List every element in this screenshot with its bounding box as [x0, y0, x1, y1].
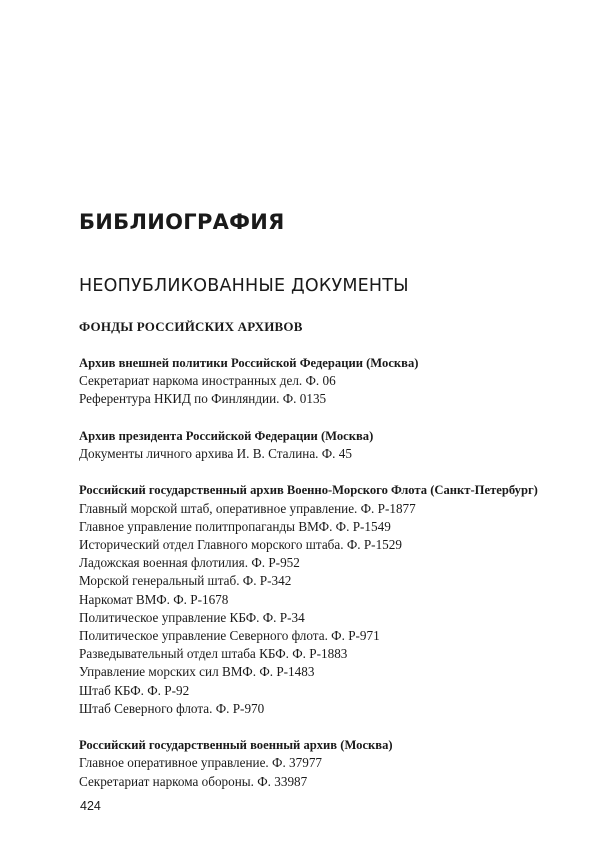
fond-item: Референтура НКИД по Финляндии. Ф. 0135	[79, 391, 327, 407]
section-heading: ФОНДЫ РОССИЙСКИХ АРХИВОВ	[79, 319, 303, 334]
page-title: БИБЛИОГРАФИЯ	[79, 210, 285, 234]
archive-name: Российский государственный военный архив (Москва)	[79, 738, 393, 753]
archive-name: Архив президента Российской Федерации (Москва)	[79, 428, 374, 443]
fond-item: Разведывательный отдел штаба КБФ. Ф. Р-1883	[79, 646, 348, 662]
fond-item: Документы личного архива И. В. Сталина. Ф. 45	[79, 446, 352, 461]
fond-item: Управление морских сил ВМФ. Ф. Р-1483	[79, 664, 315, 680]
fond-item: Секретариат наркома иностранных дел. Ф. 06	[79, 373, 336, 389]
fond-item: Штаб Северного флота. Ф. Р-970	[79, 700, 265, 716]
fond-item: Главное оперативное управление. Ф. 37977	[79, 755, 323, 771]
archive-name: Архив внешней политики Российской Федерации (Москва)	[79, 356, 419, 370]
fond-item: Секретариат наркома обороны. Ф. 33987	[79, 773, 308, 789]
fond-item: Политическое управление Северного флота. Ф. Р-971	[79, 628, 380, 644]
page-number: 424	[80, 799, 101, 813]
fond-item: Морской генеральный штаб. Ф. Р-342	[79, 573, 292, 589]
archive-entry	[79, 481, 559, 718]
fond-item: Наркомат ВМФ. Ф. Р-1678	[79, 591, 229, 607]
archive-entry	[79, 736, 559, 791]
archive-entry	[79, 427, 559, 463]
fond-item: Штаб КБФ. Ф. Р-92	[79, 682, 190, 698]
fond-item: Главный морской штаб, оперативное управление. Ф. Р-1877	[79, 500, 416, 516]
fond-item: Исторический отдел Главного морского штаба. Ф. Р-1529	[79, 537, 402, 552]
fond-item: Ладожская военная флотилия. Ф. Р-952	[79, 555, 300, 571]
archive-name: Российский государственный архив Военно-Морского Флота (Санкт-Петербург)	[79, 483, 538, 498]
page-subtitle: НЕОПУБЛИКОВАННЫЕ ДОКУМЕНТЫ	[79, 276, 409, 296]
archive-entry	[79, 354, 559, 409]
archive-list	[79, 354, 559, 809]
fond-item: Политическое управление КБФ. Ф. Р-34	[79, 609, 305, 625]
fond-item: Главное управление политпропаганды ВМФ. Ф. Р-1549	[79, 518, 391, 534]
